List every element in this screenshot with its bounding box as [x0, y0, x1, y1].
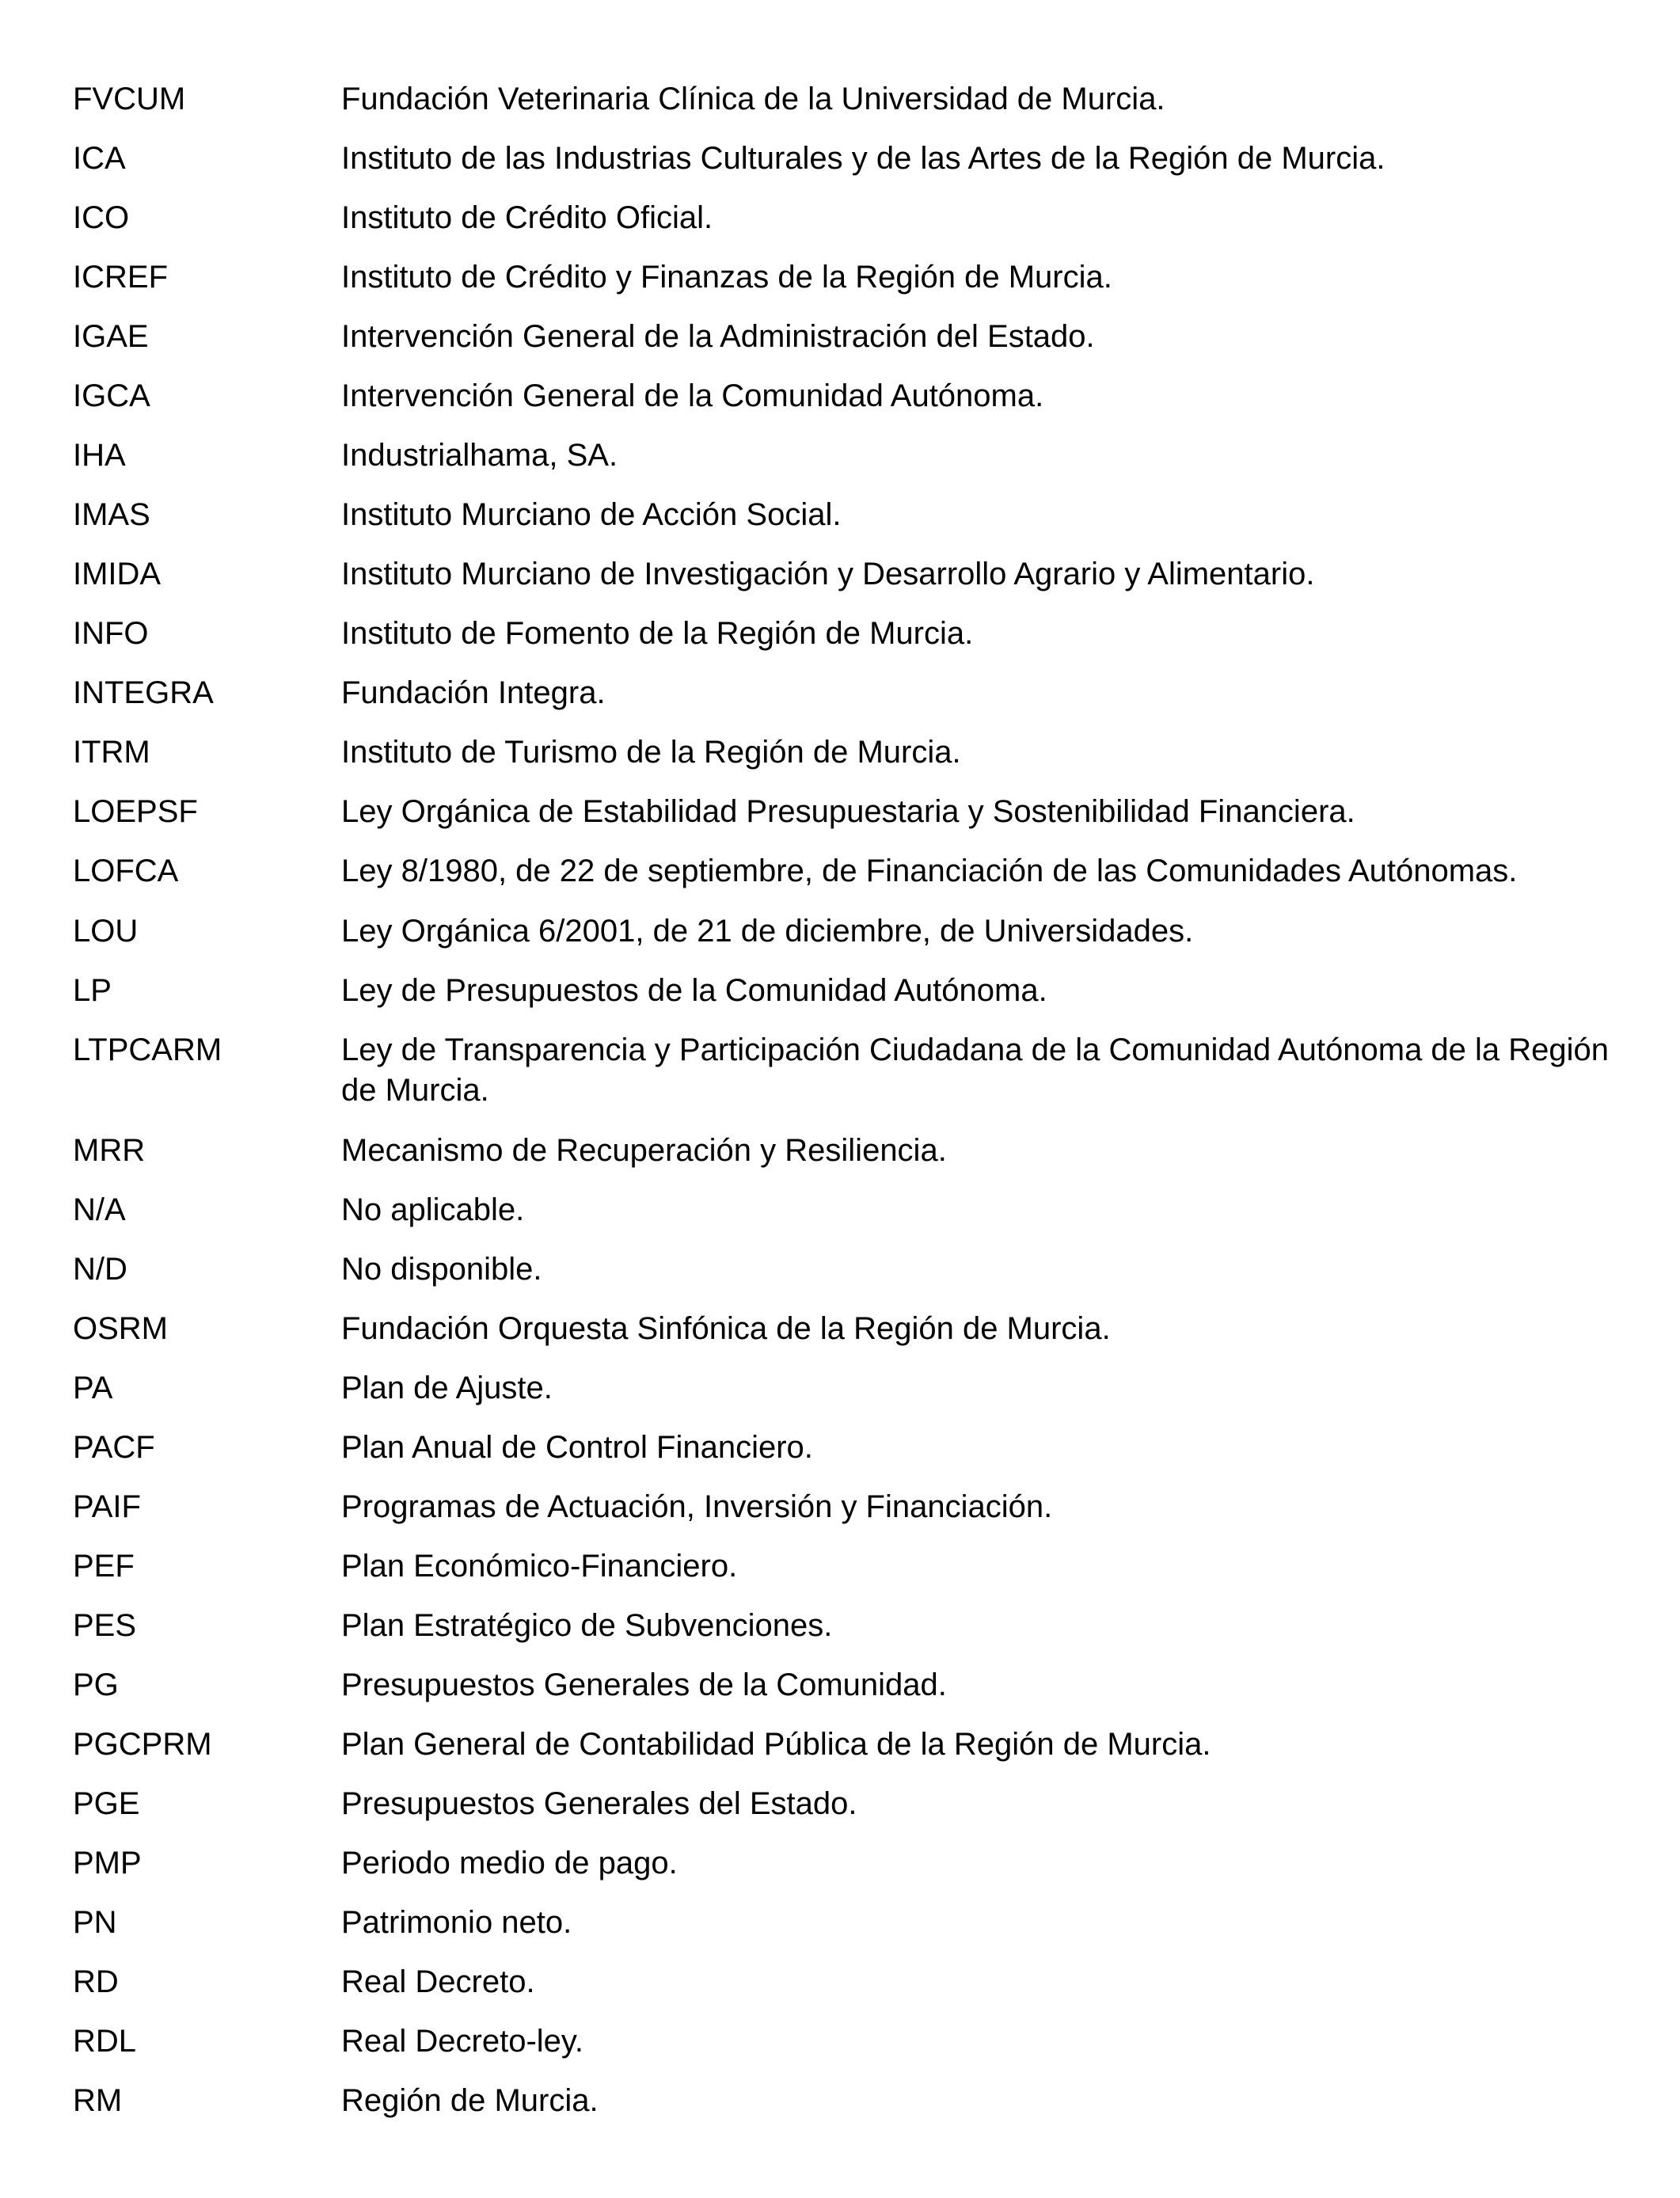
glossary-entry	[73, 1606, 1625, 1645]
entry-abbreviation: N/D	[73, 1252, 127, 1287]
entry-description: No aplicable.	[341, 1192, 525, 1227]
entry-description: Intervención General de la Administración del Estado.	[341, 319, 1095, 354]
glossary-entry	[73, 495, 1625, 534]
entry-description: Fundación Veterinaria Clínica de la Universidad de Murcia.	[341, 82, 1165, 116]
entry-description: Ley 8/1980, de 22 de septiembre, de Financiación de las Comunidades Autónomas.	[341, 854, 1518, 888]
entry-abbreviation: RD	[73, 1964, 119, 1999]
entry-abbreviation: PGCPRM	[73, 1727, 212, 1762]
entry-abbreviation: PACF	[73, 1430, 155, 1465]
abbreviations-glossary	[73, 79, 1625, 2140]
glossary-entry	[73, 1309, 1625, 1348]
entry-abbreviation: FVCUM	[73, 82, 186, 116]
entry-description: Plan Económico-Financiero.	[341, 1549, 738, 1584]
entry-description: Plan Anual de Control Financiero.	[341, 1430, 813, 1465]
entry-description: Instituto de Turismo de la Región de Murcia.	[341, 735, 961, 770]
entry-description: No disponible.	[341, 1252, 542, 1287]
entry-description: Instituto de las Industrias Culturales y de las Artes de la Región de Murcia.	[341, 141, 1385, 176]
entry-abbreviation: PES	[73, 1608, 137, 1643]
entry-abbreviation: PG	[73, 1668, 119, 1702]
glossary-entry	[73, 1784, 1625, 1823]
entry-abbreviation: ICREF	[73, 260, 168, 295]
glossary-entry	[73, 1665, 1625, 1705]
entry-abbreviation: PGE	[73, 1786, 140, 1821]
entry-abbreviation: LTPCARM	[73, 1032, 222, 1067]
entry-abbreviation: ICO	[73, 200, 130, 235]
entry-description: Intervención General de la Comunidad Autónoma.	[341, 378, 1044, 413]
glossary-entry	[73, 1428, 1625, 1467]
entry-abbreviation: MRR	[73, 1133, 146, 1168]
entry-abbreviation: INTEGRA	[73, 675, 214, 710]
entry-description: Instituto de Fomento de la Región de Murcia.	[341, 616, 974, 651]
entry-description: Patrimonio neto.	[341, 1905, 572, 1940]
glossary-entry	[73, 1190, 1625, 1230]
entry-description: Real Decreto-ley.	[341, 2024, 584, 2059]
entry-abbreviation: LP	[73, 973, 112, 1008]
entry-abbreviation: OSRM	[73, 1311, 168, 1346]
glossary-entry	[73, 1487, 1625, 1527]
entry-abbreviation: PN	[73, 1905, 117, 1940]
glossary-entry	[73, 79, 1625, 119]
glossary-entry	[73, 317, 1625, 356]
entry-description: Presupuestos Generales del Estado.	[341, 1786, 857, 1821]
entry-description: Ley Orgánica 6/2001, de 21 de diciembre, de Universidades.	[341, 914, 1194, 949]
glossary-entry	[73, 1368, 1625, 1408]
glossary-entry	[73, 198, 1625, 238]
entry-abbreviation: PMP	[73, 1846, 142, 1880]
glossary-entry	[73, 614, 1625, 653]
glossary-entry	[73, 554, 1625, 594]
entry-description: Instituto de Crédito Oficial.	[341, 200, 713, 235]
glossary-entry	[73, 435, 1625, 475]
glossary-entry	[73, 732, 1625, 772]
glossary-entry	[73, 2021, 1625, 2061]
glossary-entry	[73, 971, 1625, 1010]
entry-abbreviation: IGAE	[73, 319, 149, 354]
entry-abbreviation: PAIF	[73, 1489, 141, 1524]
glossary-entry	[73, 1903, 1625, 1942]
entry-abbreviation: PEF	[73, 1549, 135, 1584]
entry-description: Ley de Transparencia y Participación Ciudadana de la Comunidad Autónoma de la Región de Murcia.	[341, 1032, 1610, 1108]
glossary-entry	[73, 851, 1625, 892]
entry-abbreviation: LOFCA	[73, 854, 179, 888]
entry-abbreviation: RM	[73, 2083, 123, 2118]
entry-description: Plan General de Contabilidad Pública de la Región de Murcia.	[341, 1727, 1211, 1762]
entry-abbreviation: ITRM	[73, 735, 150, 770]
glossary-entry	[73, 1962, 1625, 2002]
entry-abbreviation: ICA	[73, 141, 126, 176]
entry-abbreviation: IHA	[73, 438, 126, 473]
entry-description: Real Decreto.	[341, 1964, 535, 1999]
glossary-entry	[73, 1249, 1625, 1289]
entry-abbreviation: INFO	[73, 616, 149, 651]
entry-description: Ley de Presupuestos de la Comunidad Autónoma.	[341, 973, 1047, 1008]
glossary-entry	[73, 1131, 1625, 1170]
entry-abbreviation: IGCA	[73, 378, 150, 413]
entry-description: Ley Orgánica de Estabilidad Presupuestaria y Sostenibilidad Financiera.	[341, 794, 1355, 829]
glossary-entry	[73, 1030, 1625, 1111]
entry-description: Industrialhama, SA.	[341, 438, 618, 473]
glossary-entry	[73, 376, 1625, 416]
glossary-entry	[73, 1843, 1625, 1883]
entry-description: Periodo medio de pago.	[341, 1846, 678, 1880]
glossary-entry	[73, 2081, 1625, 2120]
entry-abbreviation: LOU	[73, 914, 139, 949]
glossary-entry	[73, 792, 1625, 831]
entry-abbreviation: LOEPSF	[73, 794, 198, 829]
entry-abbreviation: N/A	[73, 1192, 126, 1227]
entry-description: Mecanismo de Recuperación y Resiliencia.	[341, 1133, 947, 1168]
entry-description: Instituto de Crédito y Finanzas de la Región de Murcia.	[341, 260, 1112, 295]
entry-description: Presupuestos Generales de la Comunidad.	[341, 1668, 947, 1702]
glossary-entry	[73, 1546, 1625, 1586]
entry-abbreviation: RDL	[73, 2024, 137, 2059]
entry-description: Plan Estratégico de Subvenciones.	[341, 1608, 833, 1643]
entry-description: Fundación Orquesta Sinfónica de la Región de Murcia.	[341, 1311, 1111, 1346]
entry-description: Fundación Integra.	[341, 675, 606, 710]
glossary-entry	[73, 1725, 1625, 1764]
entry-description: Instituto Murciano de Investigación y Desarrollo Agrario y Alimentario.	[341, 557, 1315, 591]
glossary-entry	[73, 673, 1625, 713]
entry-abbreviation: IMIDA	[73, 557, 162, 591]
entry-description: Región de Murcia.	[341, 2083, 599, 2118]
entry-description: Programas de Actuación, Inversión y Financiación.	[341, 1489, 1053, 1524]
entry-description: Instituto Murciano de Acción Social.	[341, 497, 842, 532]
glossary-entry	[73, 257, 1625, 297]
entry-description: Plan de Ajuste.	[341, 1371, 553, 1405]
entry-abbreviation: PA	[73, 1371, 113, 1405]
glossary-entry	[73, 139, 1625, 178]
glossary-entry	[73, 911, 1625, 951]
entry-abbreviation: IMAS	[73, 497, 150, 532]
